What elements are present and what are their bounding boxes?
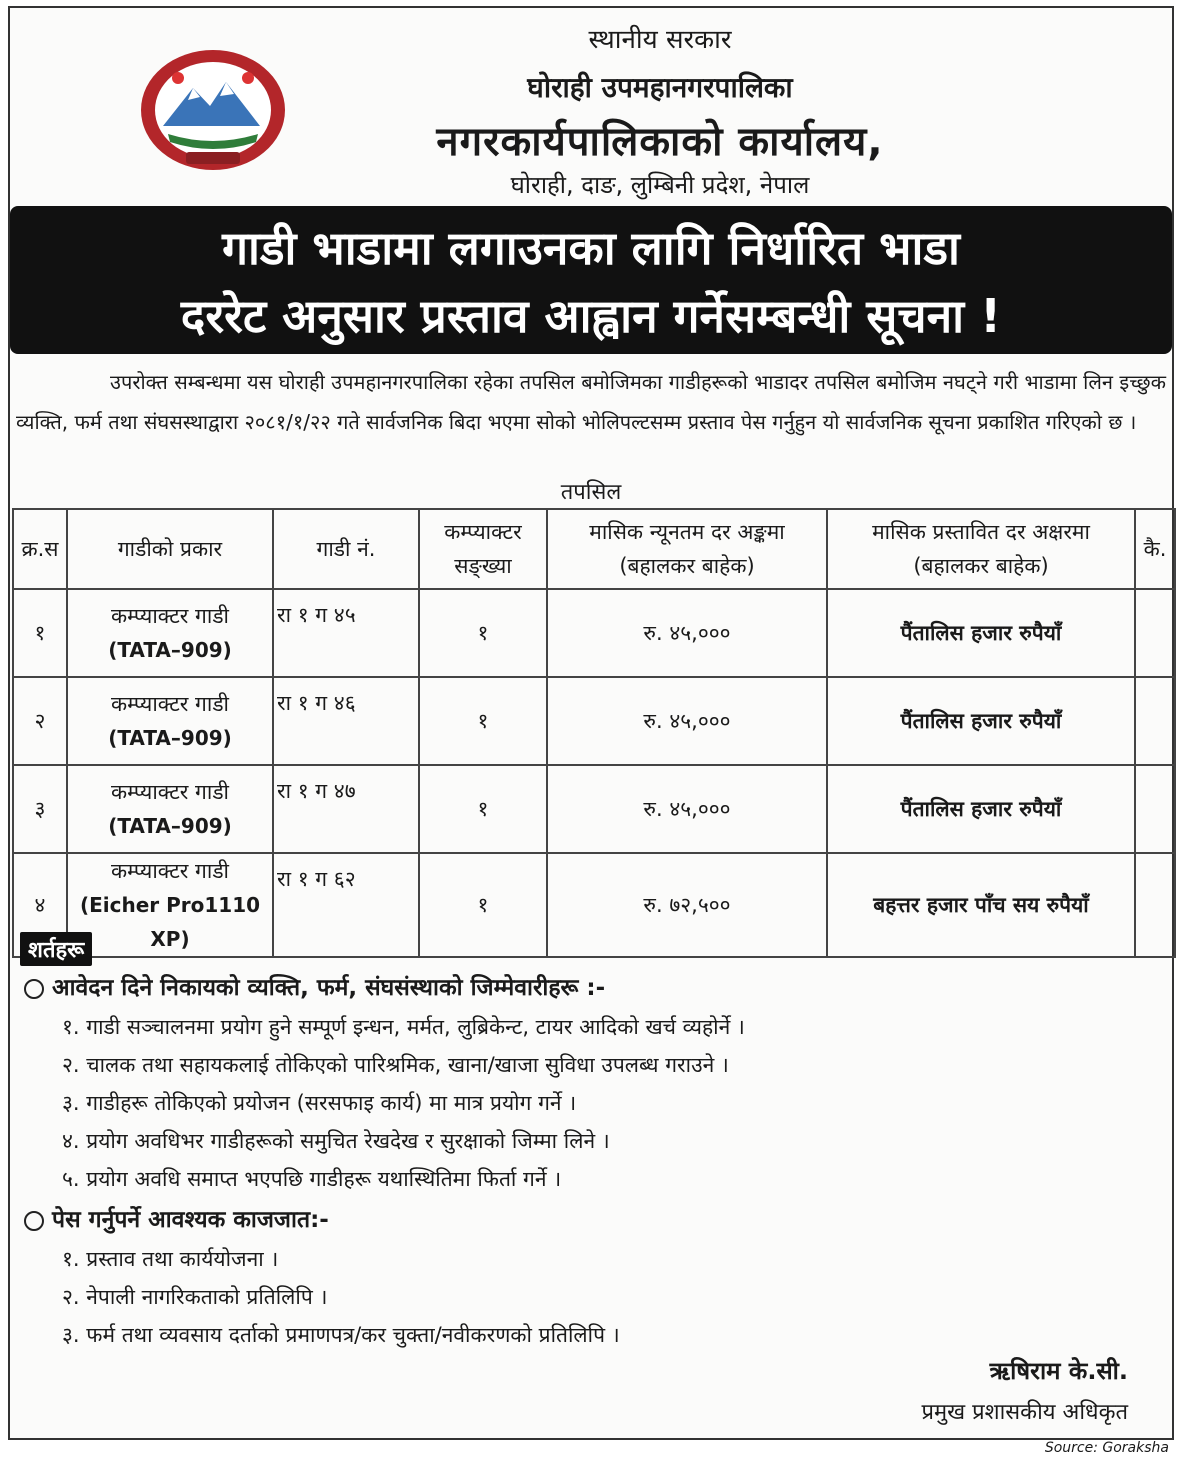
list-item: ३. गाडीहरू तोकिएको प्रयोजन (सरसफाइ कार्य) मा मात्र प्रयोग गर्ने ।: [62, 1091, 577, 1115]
vehicle-type: कम्प्याक्टर गाडी: [111, 780, 229, 804]
cell-sn: २: [13, 677, 67, 765]
cell-count: १: [419, 677, 547, 765]
signatory-name: ऋषिराम के.सी.: [989, 1357, 1128, 1385]
notice-header: [10, 8, 1172, 208]
vehicle-type: कम्प्याक्टर गाडी: [111, 692, 229, 716]
header-address: घोराही, दाङ, लुम्बिनी प्रदेश, नेपाल: [510, 171, 810, 199]
list-item: १. गाडी सञ्चालनमा प्रयोग हुने सम्पूर्ण इन्धन, मर्मत, लुब्रिकेन्ट, टायर आदिको खर्च व्यहोर्ने ।: [62, 1015, 745, 1039]
col-header-sn: क्र.स: [13, 509, 67, 589]
circle-bullet-icon: [24, 979, 44, 999]
header-office-title: नगरकार्यपालिकाको कार्यालय,: [436, 119, 884, 165]
intro-text: उपरोक्त सम्बन्धमा यस घोराही उपमहानगरपालिका रहेका तपसिल बमोजिमका गाडीहरूको भाडादर तपसिल बमोजिम नघट्ने गरी भाडामा लिन इच्छुक व्यक्ति, फर्म तथा संघसस्थाद्वारा २०८१/१/२२ गते सार्वजनिक बिदा भएमा सोको भोलिपल्टसम्म प्रस्ताव पेस गर्नुहुन यो सार्वजनिक सूचना प्रकाशित गरिएको छ ।: [16, 370, 1166, 434]
list-item: २. चालक तथा सहायकलाई तोकिएको पारिश्रमिक, खाना/खाजा सुविधा उपलब्ध गराउने ।: [62, 1053, 729, 1077]
vehicle-type: कम्प्याक्टर गाडी: [111, 859, 229, 883]
cell-words: पैंतालिस हजार रुपैयाँ: [827, 677, 1135, 765]
cell-sn: १: [13, 589, 67, 677]
cell-count: १: [419, 589, 547, 677]
cell-rate: रु. ७२,५००: [547, 853, 827, 957]
responsibilities-list: [62, 1008, 745, 1198]
vehicle-type: कम्प्याक्टर गाडी: [111, 604, 229, 628]
list-item: १. प्रस्ताव तथा कार्ययोजना ।: [62, 1247, 279, 1271]
tapasil-label: तपसिल: [560, 480, 622, 505]
col-header-words: मासिक प्रस्तावित दर अक्षरमा (बहालकर बाहेक): [827, 509, 1135, 589]
col-header-type: गाडीको प्रकार: [67, 509, 273, 589]
vehicle-model: (TATA–909): [108, 726, 232, 750]
conditions-label: शर्तहरू: [20, 932, 92, 966]
cell-words: पैंतालिस हजार रुपैयाँ: [827, 765, 1135, 853]
cell-sn: ४: [13, 853, 67, 957]
cell-type: [67, 853, 273, 957]
col-header-remarks: कै.: [1135, 509, 1175, 589]
circle-bullet-icon: [24, 1211, 44, 1231]
cell-number: रा १ ग ४६: [273, 677, 419, 765]
cell-number: रा १ ग ६२: [273, 853, 419, 957]
col-header-count: कम्प्याक्टर सङ्ख्या: [419, 509, 547, 589]
source-credit: Source: Goraksha: [1044, 1440, 1169, 1456]
section-title: आवेदन दिने निकायको व्यक्ति, फर्म, संघसंस्थाको जिम्मेवारीहरू :-: [52, 975, 606, 1001]
list-item: ३. फर्म तथा व्यवसाय दर्ताको प्रमाणपत्र/कर चुक्ता/नवीकरणको प्रतिलिपि ।: [62, 1323, 620, 1347]
table-row: [13, 677, 1175, 765]
section-documents: [24, 1202, 329, 1234]
cell-sn: ३: [13, 765, 67, 853]
banner-line-1: गाडी भाडामा लगाउनका लागि निर्धारित भाडा: [222, 221, 960, 275]
notice-title-banner: [10, 206, 1172, 354]
table-row: [13, 589, 1175, 677]
rate-table: [12, 508, 1176, 958]
documents-list: [62, 1240, 620, 1354]
cell-remarks: [1135, 765, 1175, 853]
table-header-row: [13, 509, 1175, 589]
cell-rate: रु. ४५,०००: [547, 765, 827, 853]
banner-line-2: दररेट अनुसार प्रस्ताव आह्वान गर्नेसम्बन्धी सूचना !: [180, 289, 1002, 343]
cell-count: १: [419, 853, 547, 957]
cell-number: रा १ ग ४७: [273, 765, 419, 853]
cell-type: [67, 765, 273, 853]
vehicle-model: (Eicher Pro1110 XP): [79, 893, 261, 951]
vehicle-model: (TATA–909): [108, 814, 232, 838]
list-item: २. नेपाली नागरिकताको प्रतिलिपि ।: [62, 1285, 328, 1309]
section-title: पेस गर्नुपर्ने आवश्यक काजजात:-: [52, 1207, 329, 1233]
list-item: ५. प्रयोग अवधि समाप्त भएपछि गाडीहरू यथास्थितिमा फिर्ता गर्ने ।: [62, 1167, 562, 1191]
intro-paragraph: [16, 362, 1166, 442]
cell-words: पैंतालिस हजार रुपैयाँ: [827, 589, 1135, 677]
section-responsibilities: [24, 970, 605, 1002]
nepal-emblem-icon: [138, 48, 288, 172]
cell-number: रा १ ग ४५: [273, 589, 419, 677]
col-header-rate: मासिक न्यूनतम दर अङ्कमा (बहालकर बाहेक): [547, 509, 827, 589]
cell-type: [67, 677, 273, 765]
cell-count: १: [419, 765, 547, 853]
cell-rate: रु. ४५,०००: [547, 589, 827, 677]
cell-words: बहत्तर हजार पाँच सय रुपैयाँ: [827, 853, 1135, 957]
cell-remarks: [1135, 589, 1175, 677]
notice-frame: [8, 6, 1174, 1440]
col-header-number: गाडी नं.: [273, 509, 419, 589]
signatory-title: प्रमुख प्रशासकीय अधिकृत: [921, 1400, 1128, 1425]
cell-remarks: [1135, 677, 1175, 765]
header-line-1: स्थानीय सरकार: [588, 25, 732, 55]
cell-type: [67, 589, 273, 677]
cell-rate: रु. ४५,०००: [547, 677, 827, 765]
table-row: [13, 765, 1175, 853]
vehicle-model: (TATA–909): [108, 638, 232, 662]
header-line-2: घोराही उपमहानगरपालिका: [527, 71, 793, 104]
table-row: [13, 853, 1175, 957]
list-item: ४. प्रयोग अवधिभर गाडीहरूको समुचित रेखदेख र सुरक्षाको जिम्मा लिने ।: [62, 1129, 610, 1153]
cell-remarks: [1135, 853, 1175, 957]
